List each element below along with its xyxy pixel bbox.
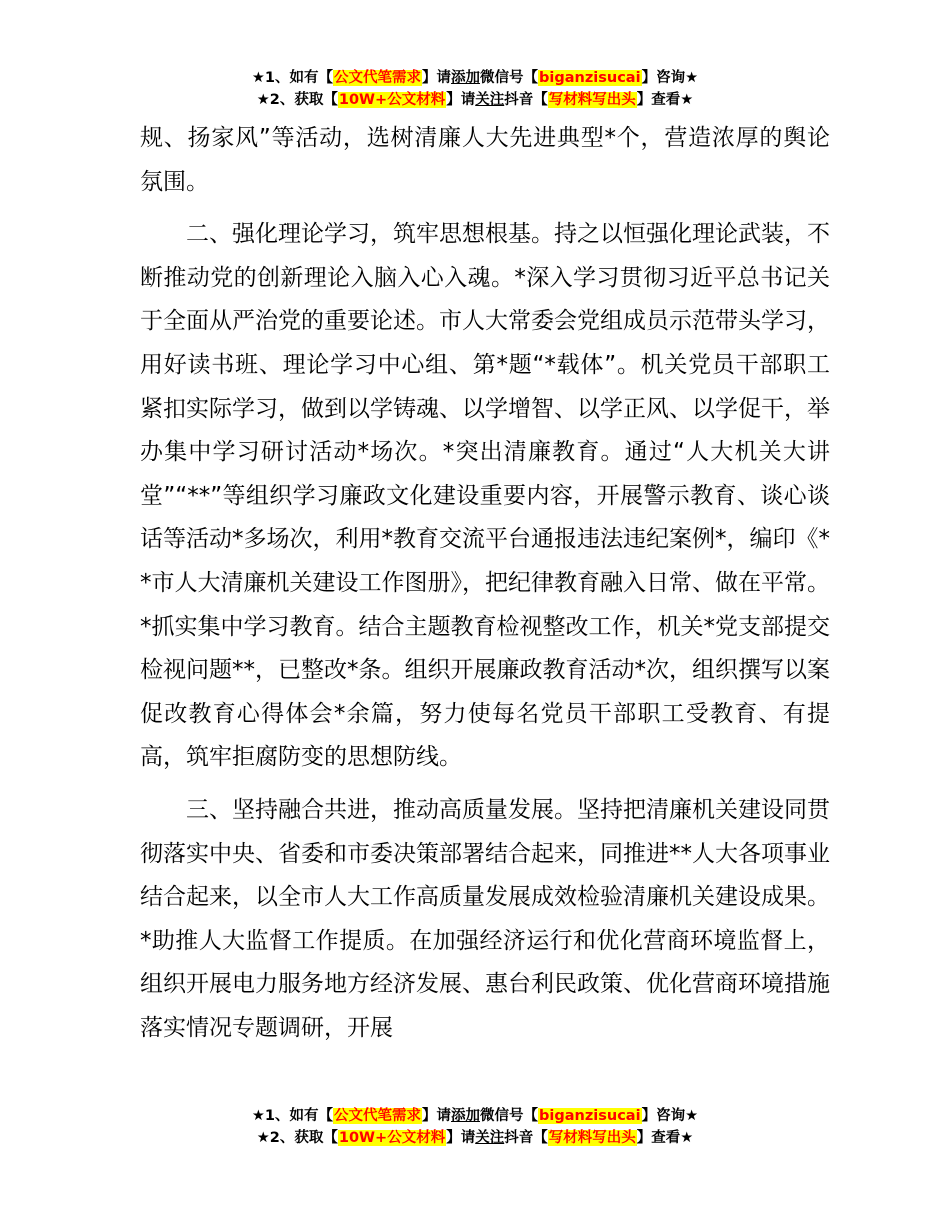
banner-highlight: 10W+公文材料	[338, 92, 446, 108]
banner-text: 】咨询★	[641, 1108, 699, 1124]
banner-line-1	[0, 67, 950, 89]
banner-highlight: 公文代笔需求	[334, 1108, 422, 1124]
banner-text: 】请	[422, 70, 452, 86]
banner-emphasis: 关注	[475, 92, 505, 108]
banner-emphasis: 添加	[451, 70, 481, 86]
banner-text: ★1、如有【	[251, 70, 334, 86]
banner-text: 抖音【	[504, 1130, 548, 1146]
banner-highlight: 公文代笔需求	[334, 70, 422, 86]
banner-emphasis: 添加	[451, 1108, 481, 1124]
banner-text: 】请	[446, 1130, 476, 1146]
banner-text: 】查看★	[636, 1130, 694, 1146]
paragraph-continued: 规、扬家风”等活动，选树清廉人大先进典型*个，营造浓厚的舆论氛围。	[140, 125, 830, 195]
banner-highlight: 10W+公文材料	[338, 1130, 446, 1146]
banner-text: 微信号【	[480, 70, 539, 86]
banner-text: 】咨询★	[641, 70, 699, 86]
banner-highlight: biganzisucai	[539, 1108, 641, 1124]
document-body	[140, 117, 830, 1050]
banner-line-1	[0, 1105, 950, 1127]
banner-text: 抖音【	[504, 92, 548, 108]
banner-highlight: 写材料写出头	[548, 1130, 636, 1146]
banner-line-2	[0, 1127, 950, 1149]
header-banner	[0, 67, 950, 111]
paragraph-section-2: 二、强化理论学习，筑牢思想根基。持之以恒强化理论武装，不断推动党的创新理论入脑入心入魂。*深入学习贯彻习近平总书记关于全面从严治党的重要论述。市人大常委会党组成员示范带头学习，用好读书班、理论学习中心组、第*题“*载体”。机关党员干部职工紧扣实际学习，做到以学铸魂、以学增智、以学正风、以学促干，举办集中学习研讨活动*场次。*突出清廉教育。通过“人大机关大讲堂”“**”等组织学习廉政文化建设重要内容，开展警示教育、谈心谈话等活动*多场次，利用*教育交流平台通报违法违纪案例*，编印《**市人大清廉机关建设工作图册》，把纪律教育融入日常、做在平常。*抓实集中学习教育。结合主题教育检视整改工作，机关*党支部提交检视问题**，已整改*条。组织开展廉政教育活动*次，组织撰写以案促改教育心得体会*余篇，努力使每名党员干部职工受教育、有提高，筑牢拒腐防变的思想防线。	[140, 221, 830, 771]
banner-line-2	[0, 89, 950, 111]
banner-text: ★2、获取【	[256, 1130, 338, 1146]
banner-text: 】请	[422, 1108, 452, 1124]
banner-text: ★2、获取【	[256, 92, 338, 108]
footer-banner	[0, 1105, 950, 1149]
banner-text: 】查看★	[636, 92, 694, 108]
banner-highlight: 写材料写出头	[548, 92, 636, 108]
banner-emphasis: 关注	[475, 1130, 505, 1146]
paragraph-section-3: 三、坚持融合共进，推动高质量发展。坚持把清廉机关建设同贯彻落实中央、省委和市委决策部署结合起来，同推进**人大各项事业结合起来，以全市人大工作高质量发展成效检验清廉机关建设成果。*助推人大监督工作提质。在加强经济运行和优化营商环境监督上，组织开展电力服务地方经济发展、惠台利民政策、优化营商环境措施落实情况专题调研，开展	[140, 796, 830, 1041]
banner-highlight: biganzisucai	[539, 70, 641, 86]
banner-text: 微信号【	[480, 1108, 539, 1124]
banner-text: ★1、如有【	[251, 1108, 334, 1124]
banner-text: 】请	[446, 92, 476, 108]
